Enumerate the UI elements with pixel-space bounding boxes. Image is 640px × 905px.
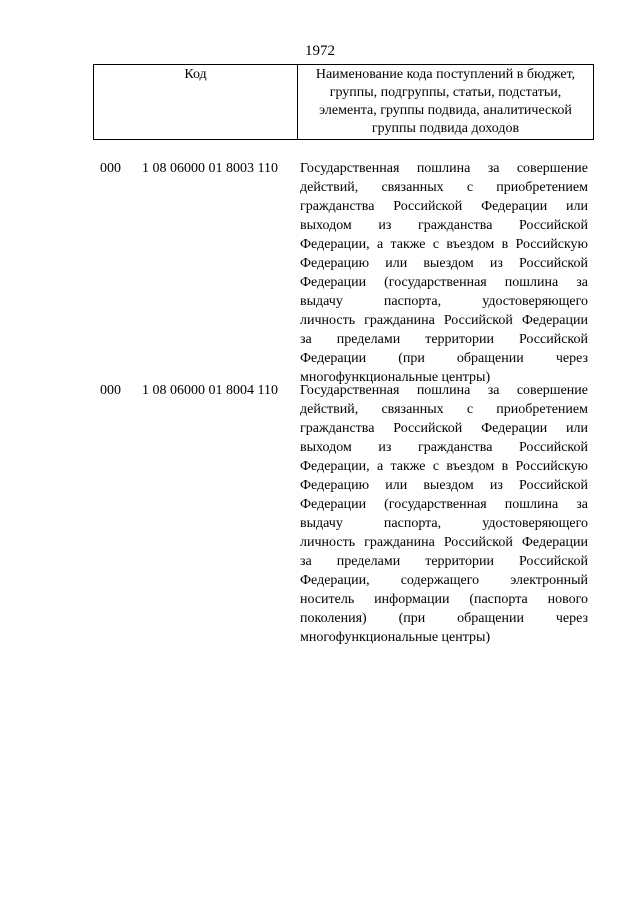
revenue-description xyxy=(300,382,588,648)
description-line: Федерации (государственная пошлина за xyxy=(300,275,588,290)
description-line: выходом из гражданства Российской xyxy=(300,218,588,233)
description-line: выдачу паспорта, удостоверяющего xyxy=(300,516,588,531)
description-line: за пределами территории Российской xyxy=(300,554,588,569)
description-line: выдачу паспорта, удостоверяющего xyxy=(300,294,588,309)
description-line: действий, связанных с приобретением xyxy=(300,180,588,195)
header-name-line: группы, подгруппы, статьи, подстатьи, xyxy=(329,85,562,100)
description-line: Федерации (государственная пошлина за xyxy=(300,497,588,512)
header-code-cell xyxy=(94,65,298,139)
description-line: за пределами территории Российской xyxy=(300,332,588,347)
header-name-line: элемента, группы подвида, аналитической xyxy=(319,103,572,118)
description-line: действий, связанных с приобретением xyxy=(300,402,588,417)
description-line: Федерации, а также с въездом в Российскую xyxy=(300,237,588,252)
description-line: многофункциональные центры) xyxy=(300,630,491,645)
admin-code: 000 xyxy=(100,383,121,398)
description-line: Федерации (при обращении через xyxy=(300,351,588,366)
description-line: личность гражданина Российской Федерации xyxy=(300,535,588,550)
revenue-description xyxy=(300,160,588,388)
header-name-line: Наименование кода поступлений в бюджет, xyxy=(315,67,576,82)
description-line: гражданства Российской Федерации или xyxy=(300,199,588,214)
description-line: гражданства Российской Федерации или xyxy=(300,421,588,436)
description-line: Федерацию или выездом из Российской xyxy=(300,256,588,271)
description-line: личность гражданина Российской Федерации xyxy=(300,313,588,328)
description-line: Государственная пошлина за совершение xyxy=(300,383,588,398)
table-header xyxy=(93,64,594,140)
description-line: Федерации, а также с въездом в Российскую xyxy=(300,459,588,474)
description-line: поколения) (при обращении через xyxy=(300,611,588,626)
description-line: Федерацию или выездом из Российской xyxy=(300,478,588,493)
description-line: выходом из гражданства Российской xyxy=(300,440,588,455)
header-code-label: Код xyxy=(184,67,207,82)
revenue-code: 1 08 06000 01 8004 110 xyxy=(142,383,278,398)
description-line: Государственная пошлина за совершение xyxy=(300,161,588,176)
description-line: Федерации, содержащего электронный xyxy=(300,573,588,588)
description-line: носитель информации (паспорта нового xyxy=(300,592,588,607)
page-number: 1972 xyxy=(305,43,335,59)
header-name-cell xyxy=(298,65,593,139)
header-name-line: группы подвида доходов xyxy=(371,121,520,136)
admin-code: 000 xyxy=(100,161,121,176)
revenue-code: 1 08 06000 01 8003 110 xyxy=(142,161,278,176)
description-line: многофункциональные центры) xyxy=(300,370,491,385)
